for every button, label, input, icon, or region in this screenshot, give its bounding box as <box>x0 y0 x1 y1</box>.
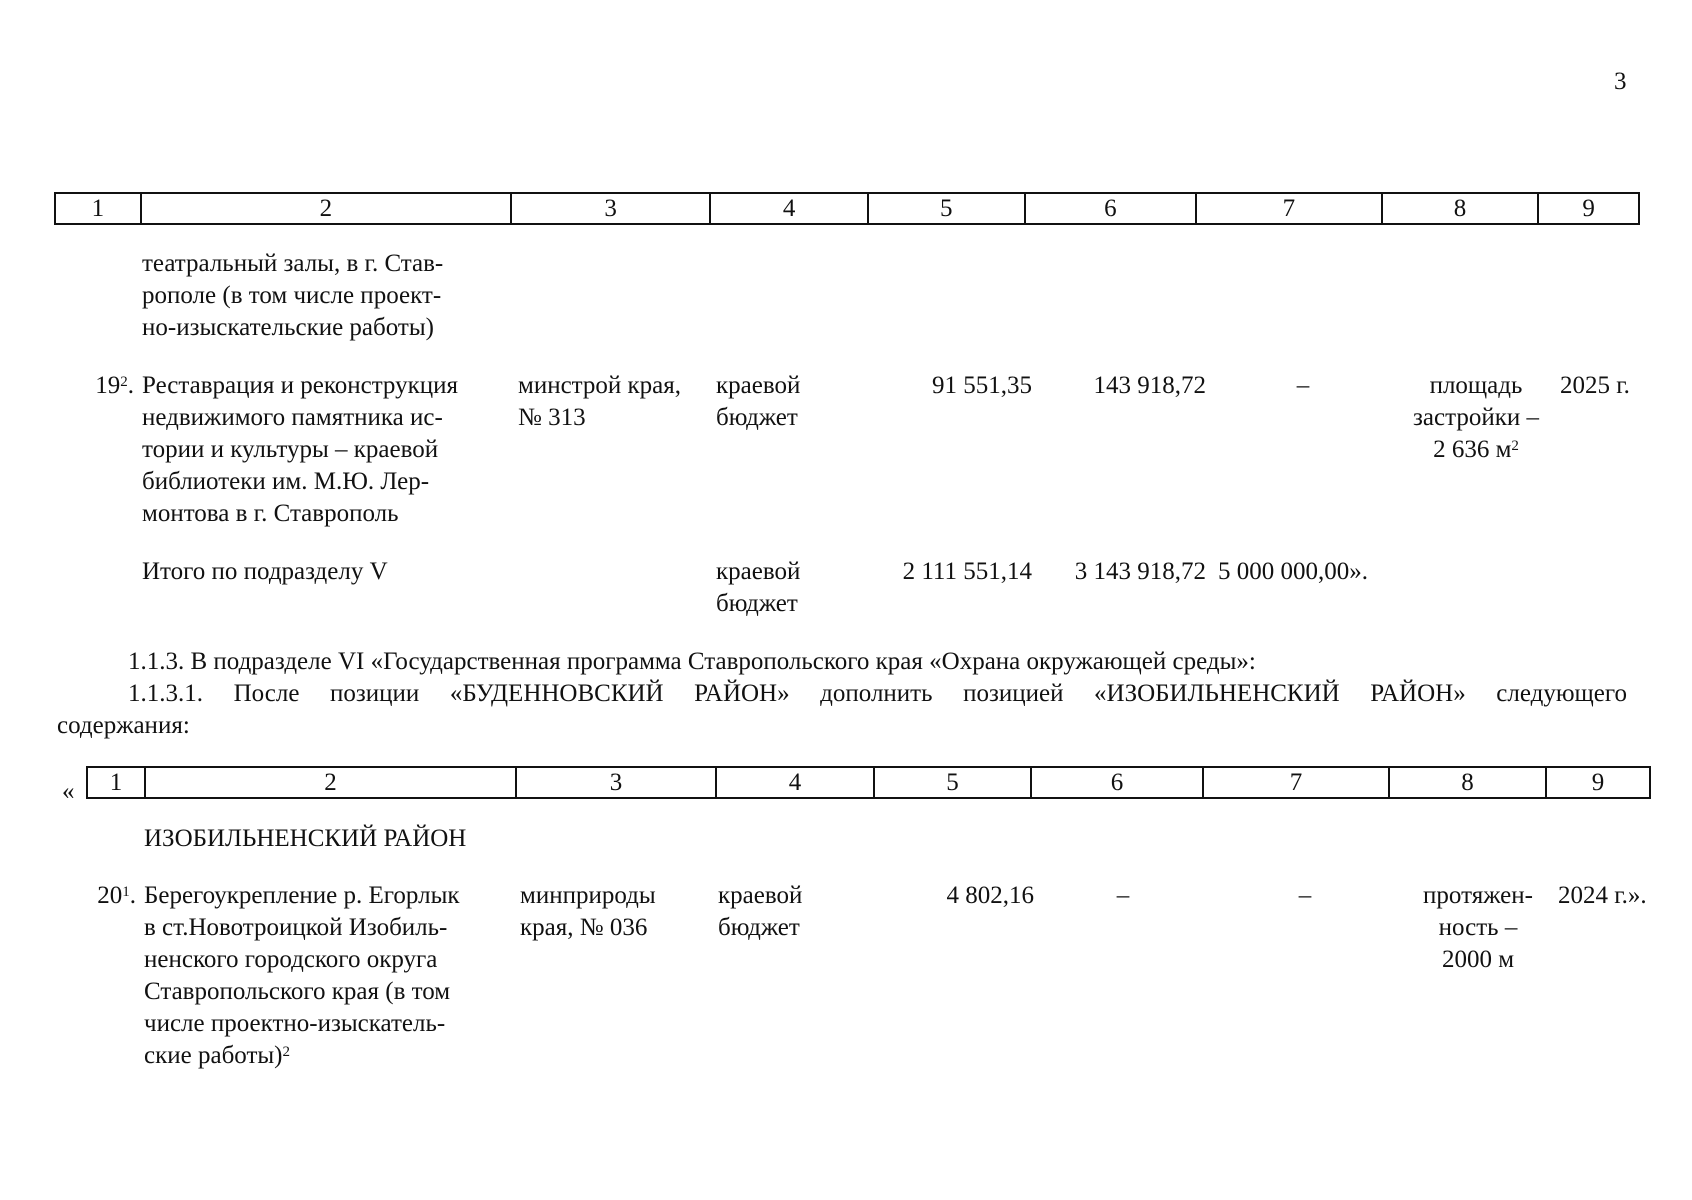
row-19-agency: минстрой края, № 313 <box>518 372 682 431</box>
row-19-budget: краевой бюджет <box>716 372 801 431</box>
table-header-row <box>54 192 1640 225</box>
total-v-col7: 5 000 000,00». <box>1218 558 1368 585</box>
header-col-4: 4 <box>711 194 869 223</box>
row-20-number-sup: 1 <box>122 884 130 900</box>
page-number: 3 <box>1614 68 1627 95</box>
header2-col-4: 4 <box>717 768 875 797</box>
row-20-col5: 4 802,16 <box>946 882 1034 909</box>
continuation-line: но-изыскательские работы) <box>142 314 434 341</box>
row-20-capacity: протяжен- ность – 2000 м <box>1423 882 1533 973</box>
total-v-budget: краевой бюджет <box>716 558 801 617</box>
header2-col-7: 7 <box>1204 768 1390 797</box>
header-col-6: 6 <box>1026 194 1198 223</box>
row-19-number: $19^2$. <box>95 372 134 399</box>
row-19-year: 2025 г. <box>1560 372 1630 399</box>
row-20-number: $20^1$. <box>97 882 136 909</box>
header2-col-3: 3 <box>517 768 717 797</box>
opening-quote-mark: « <box>62 778 75 805</box>
row-19-col5: 91 551,35 <box>932 372 1032 399</box>
header-col-5: 5 <box>869 194 1026 223</box>
row-19-col6: 143 918,72 <box>1093 372 1206 399</box>
continuation-text <box>142 248 504 344</box>
row-20-agency: минприроды края, № 036 <box>520 882 656 941</box>
header-col-1: 1 <box>56 194 142 223</box>
header2-col-8: 8 <box>1390 768 1547 797</box>
header2-col-2: 2 <box>146 768 517 797</box>
header-col-3: 3 <box>512 194 712 223</box>
table-header-row-2 <box>86 766 1651 799</box>
row-20-name: Берегоукрепление р. Егорлык в ст.Новотроицкой Изобиль- ненского городского округа Ставропольского края (в том числе проектно-изыскатель- ские работы)$^2$ <box>144 882 460 1069</box>
header2-col-1: 1 <box>88 768 146 797</box>
header2-col-5: 5 <box>875 768 1032 797</box>
total-v-col5: 2 111 551,14 <box>902 558 1032 585</box>
row-20-col6: – <box>1116 882 1130 909</box>
district-heading: ИЗОБИЛЬНЕНСКИЙ РАЙОН <box>144 825 467 852</box>
paragraph-1-1-3-1-line-2: содержания: <box>57 712 190 739</box>
row-20-budget: краевой бюджет <box>718 882 803 941</box>
header-col-8: 8 <box>1383 194 1540 223</box>
header-col-2: 2 <box>142 194 512 223</box>
continuation-line: рополе (в том числе проект- <box>142 282 442 309</box>
total-v-col6: 3 143 918,72 <box>1074 558 1206 585</box>
row-20-year: 2024 г.». <box>1558 882 1647 909</box>
header-col-7: 7 <box>1197 194 1383 223</box>
paragraph-1-1-3-1-line-1: 1.1.3.1. После позиции «БУДЕННОВСКИЙ РАЙОН» дополнить позицией «ИЗОБИЛЬНЕНСКИЙ РАЙОН» следующего <box>128 680 1627 707</box>
header-col-9: 9 <box>1582 195 1595 222</box>
header2-col-6: 6 <box>1032 768 1204 797</box>
total-v-label: Итого по подразделу V <box>142 558 388 585</box>
header2-col-9: 9 <box>1591 769 1605 796</box>
row-19-capacity: площадь застройки – 2 636 $м^2$ <box>1413 372 1539 463</box>
paragraph-1-1-3: 1.1.3. В подразделе VI «Государственная программа Ставропольского края «Охрана окружающей среды»: <box>128 648 1256 675</box>
row-19-name: Реставрация и реконструкция недвижимого памятника ис- тории и культуры – краевой библиотеки им. М.Ю. Лер- монтова в г. Ставрополь <box>142 372 459 527</box>
continuation-line: театральный залы, в г. Став- <box>142 250 444 277</box>
row-20-col7: – <box>1298 882 1312 909</box>
row-19-number-sup: 2 <box>120 374 128 390</box>
row-19-col7: – <box>1296 372 1310 399</box>
